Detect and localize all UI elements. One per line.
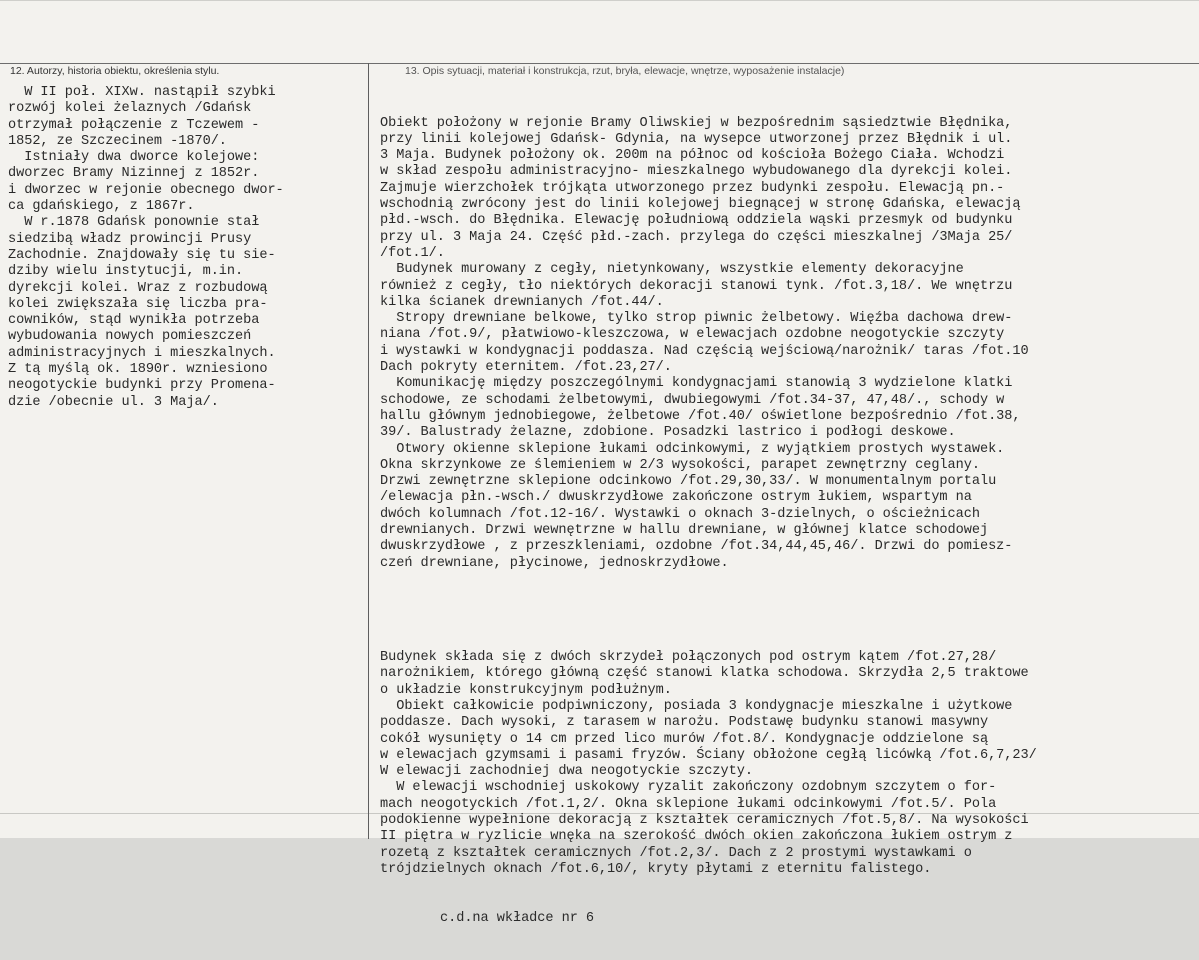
text-line: o układzie konstrukcyjnym podłużnym. xyxy=(380,682,672,698)
text-line: dziby wielu instytucji, m.in. xyxy=(8,264,244,280)
text-line: Otwory okienne sklepione łukami odcinkowymi, z wyjątkiem prostych wystawek. xyxy=(380,441,1005,457)
text-line: administracyjnych i mieszkalnych. xyxy=(8,345,276,361)
text-line: schodowe, ze schodami żelbetowymi, dwubiegowymi /fot.34-37, 47,48/., schody w xyxy=(380,392,1005,408)
text-line: 3 Maja. Budynek położony ok. 200m na północ od kościoła Bożego Ciała. Wchodzi xyxy=(380,148,1005,164)
text-line: niana /fot.9/, płatwiowo-kleszczowa, w elewacjach ozdobne neogotyckie szczyty xyxy=(380,327,1005,343)
text-line: wybudowania nowych pomieszczeń xyxy=(8,329,252,345)
text-line: w elewacjach gzymsami i pasami fryzów. Ściany obłożone cegłą licówką /fot.6,7,23/ xyxy=(380,747,1037,763)
text-line: kilka ścianek drewnianych /fot.44/. xyxy=(380,294,664,310)
text-line: /fot.1/. xyxy=(380,245,445,261)
text-line: w skład zespołu administracyjno- mieszkalnego wybudowanego dla dyrekcji kolei. xyxy=(380,164,1013,180)
text-line: Zajmuje wierzchołek trójkąta utworzonego przez budynki zespołu. Elewacją pn.- xyxy=(380,180,1005,196)
text-line: Komunikację między poszczególnymi kondygnacjami stanowią 3 wydzielone klatki xyxy=(380,376,1013,392)
text-line: Budynek murowany z cegły, nietynkowany, wszystkie elementy dekoracyjne xyxy=(380,262,964,278)
description-block-1 xyxy=(380,116,1195,572)
text-line: przy linii kolejowej Gdańsk- Gdynia, na wysepce utworzonej przez Błędnik i ul. xyxy=(380,131,1013,147)
text-line: II piętra w ryzlicie wnęka na szerokość dwóch okien zakończona łukiem ostrym z xyxy=(380,829,1013,845)
text-line: ca gdańskiego, z 1867r. xyxy=(8,199,195,215)
text-line: Obiekt całkowicie podpiwniczony, posiada 3 kondygnacje mieszkalne i użytkowe xyxy=(380,698,1013,714)
column-divider xyxy=(368,63,369,839)
header-divider xyxy=(0,63,1199,64)
text-line: W r.1878 Gdańsk ponownie stał xyxy=(8,215,260,231)
text-line: dzie /obecnie ul. 3 Maja/. xyxy=(8,394,219,410)
text-line: trójdzielnych oknach /fot.6,10/, kryty płytami z eternitu falistego. xyxy=(380,861,932,877)
text-line: 39/. Balustrady żelazne, zdobione. Posadzki lastrico i podłogi deskowe. xyxy=(380,425,956,441)
text-line: Okna skrzynkowe ze ślemieniem w 2/3 wysokości, parapet zewnętrzny ceglany. xyxy=(380,457,980,473)
text-line: poddasze. Dach wysoki, z tarasem w narożu. Podstawę budynku stanowi masywny xyxy=(380,715,989,731)
text-line: kolei zwiększała się liczba pra- xyxy=(8,296,268,312)
text-line: W II poł. XIXw. nastąpił szybki xyxy=(8,85,276,100)
text-line: narożnikiem, którego główną część stanowi klatka schodowa. Skrzydła 2,5 traktowe xyxy=(380,666,1029,682)
text-line: cokół wysunięty o 14 cm przed lico murów /fot.8/. Kondygnacje oddzielone są xyxy=(380,731,989,747)
history-text xyxy=(8,85,364,411)
right-section-header: 13. Opis sytuacji, materiał i konstrukcja, rzut, bryła, elewacje, wnętrze, wyposażenie instalacje) xyxy=(405,65,845,77)
text-line: czeń drewniane, płycinowe, jednoskrzydłowe. xyxy=(380,555,729,571)
text-line: Drzwi zewnętrzne sklepione odcinkowo /fot.29,30,33/. W monumentalnym portalu xyxy=(380,474,997,490)
text-line: przy ul. 3 Maja 24. Część płd.-zach. przylega do części mieszkalnej /3Maja 25/ xyxy=(380,229,1013,245)
text-line: Z tą myślą ok. 1890r. wzniesiono xyxy=(8,362,268,378)
text-line: drewnianych. Drzwi wewnętrzne w hallu drewniane, w głównej klatce schodowej xyxy=(380,523,989,539)
text-line: dwóch kolumnach /fot.12-16/. Wystawki o oknach 3-dzielnych, o ościeżnicach xyxy=(380,506,980,522)
left-section-header: 12. Autorzy, historia obiektu, określenia stylu. xyxy=(10,65,220,77)
text-line: Zachodnie. Znajdowały się tu sie- xyxy=(8,247,276,263)
continuation-note: c.d.na wkładce nr 6 xyxy=(440,910,595,926)
text-line: i wystawki w kondygnacji poddasza. Nad częścią wejściową/narożnik/ taras /fot.10 xyxy=(380,343,1029,359)
text-line: również z cegły, tło niektórych dekoracji stanowi tynk. /fot.3,18/. We wnętrzu xyxy=(380,278,1013,294)
text-line: dworzec Bramy Nizinnej z 1852r. xyxy=(8,166,260,182)
text-line: Dach pokryty eternitem. /fot.23,27/. xyxy=(380,360,672,376)
text-line: Istniały dwa dworce kolejowe: xyxy=(8,150,260,166)
text-line: W elewacji wschodniej uskokowy ryzalit zakończony ozdobnym szczytem o for- xyxy=(380,780,997,796)
description-text xyxy=(380,83,1195,960)
text-line: Obiekt położony w rejonie Bramy Oliwskiej w bezpośrednim sąsiedztwie Błędnika, xyxy=(380,115,1013,131)
text-line: otrzymał połączenie z Tczewem - xyxy=(8,117,260,133)
text-line: /elewacja płn.-wsch./ dwuskrzydłowe zakończone ostrym łukiem, wspartym na xyxy=(380,490,972,506)
text-line: wschodnią zwrócony jest do linii kolejowej biegnącej w stronę Gdańska, elewacją xyxy=(380,197,1021,213)
text-line: rozetą z kształtek ceramicznych /fot.2,3/. Dach z 2 prostymi wystawkami o xyxy=(380,845,972,861)
text-line: W elewacji zachodniej dwa neogotyckie szczyty. xyxy=(380,764,753,780)
text-line: Stropy drewniane belkowe, tylko strop piwnic żelbetowy. Więźba dachowa drew- xyxy=(380,311,1013,327)
text-line: 1852, ze Szczecinem -1870/. xyxy=(8,133,227,149)
text-line: siedzibą władz prowincji Prusy xyxy=(8,231,252,247)
text-line: cowników, stąd wynikła potrzeba xyxy=(8,313,260,329)
text-line: płd.-wsch. do Błędnika. Elewację południową oddziela wąski przesmyk od budynku xyxy=(380,213,1013,229)
text-line: hallu głównym jednobiegowe, żelbetowe /fot.40/ oświetlone bezpośrednio /fot.38, xyxy=(380,408,1021,424)
text-line: rozwój kolei żelaznych /Gdańsk xyxy=(8,101,252,117)
text-line: dyrekcji kolei. Wraz z rozbudową xyxy=(8,280,268,296)
text-line: neogotyckie budynki przy Promena- xyxy=(8,378,276,394)
text-line: dwuskrzydłowe , z przeszkleniami, ozdobne /fot.34,44,45,46/. Drzwi do pomiesz- xyxy=(380,539,1013,555)
description-block-2 xyxy=(380,650,1195,878)
text-line: mach neogotyckich /fot.1,2/. Okna sklepione łukami odcinkowymi /fot.5/. Pola xyxy=(380,796,997,812)
paragraph-gap xyxy=(380,605,1195,618)
text-line: podokienne wypełnione dekoracją z kształtek ceramicznych /fot.5,8/. Na wysokości xyxy=(380,813,1029,829)
text-line: i dworzec w rejonie obecnego dwor- xyxy=(8,182,284,198)
text-line: Budynek składa się z dwóch skrzydeł połączonych pod ostrym kątem /fot.27,28/ xyxy=(380,650,997,666)
